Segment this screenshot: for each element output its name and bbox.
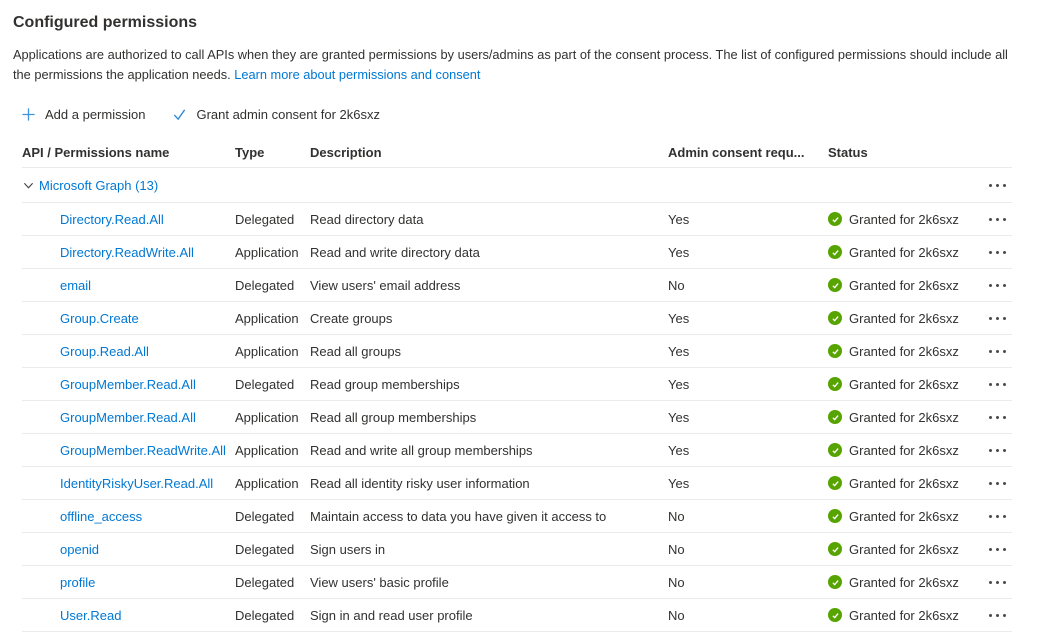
permission-name-link[interactable]: Directory.Read.All: [60, 211, 164, 227]
grant-admin-consent-button[interactable]: [171, 106, 380, 122]
permission-type: Application: [235, 442, 299, 458]
permission-name-link[interactable]: IdentityRiskyUser.Read.All: [60, 475, 214, 491]
permission-description: Read all group memberships: [310, 409, 477, 425]
more-options-icon[interactable]: [987, 346, 1008, 357]
admin-consent-required-value: Yes: [668, 475, 690, 491]
add-permission-label: Add a permission: [45, 106, 146, 122]
learn-more-link[interactable]: Learn more about permissions and consent: [234, 67, 481, 82]
permission-type: Delegated: [235, 211, 295, 227]
permission-name-link[interactable]: Group.Create: [60, 310, 139, 326]
more-options-icon[interactable]: [987, 180, 1008, 191]
more-options-icon[interactable]: [987, 544, 1008, 555]
granted-check-icon: [828, 542, 842, 556]
granted-check-icon: [828, 212, 842, 226]
granted-check-icon: [828, 245, 842, 259]
status-text: Granted for 2k6sxz: [849, 376, 959, 392]
permission-description: View users' email address: [310, 277, 461, 293]
admin-consent-required-value: Yes: [668, 211, 690, 227]
command-bar: [20, 101, 1044, 127]
permission-name-link[interactable]: email: [60, 277, 92, 293]
permission-name-link[interactable]: Group.Read.All: [60, 343, 149, 359]
granted-check-icon: [828, 476, 842, 490]
header-admin-consent-required: Admin consent requ...: [668, 144, 805, 160]
header-description: Description: [310, 144, 382, 160]
permission-name-link[interactable]: profile: [60, 574, 96, 590]
granted-check-icon: [828, 443, 842, 457]
permission-description: Read and write directory data: [310, 244, 480, 260]
permission-description: Read all identity risky user information: [310, 475, 530, 491]
permission-description: Maintain access to data you have given it access to: [310, 508, 607, 524]
permission-name-link[interactable]: offline_access: [60, 508, 143, 524]
table-row: [22, 401, 1012, 434]
table-row: [22, 467, 1012, 500]
admin-consent-required-value: Yes: [668, 244, 690, 260]
more-options-icon[interactable]: [987, 280, 1008, 291]
header-api-permissions-name: API / Permissions name: [22, 144, 170, 160]
granted-check-icon: [828, 608, 842, 622]
table-row: [22, 203, 1012, 236]
admin-consent-required-value: Yes: [668, 442, 690, 458]
page-title: Configured permissions: [13, 14, 198, 31]
api-group-row: [22, 168, 1012, 203]
table-row: [22, 368, 1012, 401]
admin-consent-required-value: No: [668, 541, 685, 557]
admin-consent-required-value: Yes: [668, 409, 690, 425]
permission-description: Read group memberships: [310, 376, 460, 392]
section-description: [13, 45, 1018, 85]
status-text: Granted for 2k6sxz: [849, 277, 959, 293]
permission-type: Application: [235, 244, 299, 260]
status-text: Granted for 2k6sxz: [849, 541, 959, 557]
granted-check-icon: [828, 311, 842, 325]
permission-type: Delegated: [235, 574, 295, 590]
more-options-icon[interactable]: [987, 511, 1008, 522]
status-text: Granted for 2k6sxz: [849, 607, 959, 623]
more-options-icon[interactable]: [987, 478, 1008, 489]
chevron-down-icon[interactable]: [22, 179, 34, 191]
status-text: Granted for 2k6sxz: [849, 475, 959, 491]
permission-name-link[interactable]: GroupMember.ReadWrite.All: [60, 442, 226, 458]
permission-type: Application: [235, 310, 299, 326]
admin-consent-required-value: No: [668, 574, 685, 590]
granted-check-icon: [828, 377, 842, 391]
permission-name-link[interactable]: Directory.ReadWrite.All: [60, 244, 194, 260]
api-group-link[interactable]: Microsoft Graph (13): [39, 177, 159, 193]
table-row: [22, 335, 1012, 368]
admin-consent-required-value: No: [668, 508, 685, 524]
table-row: [22, 533, 1012, 566]
granted-check-icon: [828, 575, 842, 589]
granted-check-icon: [828, 509, 842, 523]
permission-description: Create groups: [310, 310, 393, 326]
permission-name-link[interactable]: GroupMember.Read.All: [60, 409, 196, 425]
permissions-table: [22, 137, 1012, 632]
table-row: [22, 236, 1012, 269]
more-options-icon[interactable]: [987, 445, 1008, 456]
admin-consent-required-value: Yes: [668, 310, 690, 326]
permission-type: Delegated: [235, 508, 295, 524]
granted-check-icon: [828, 344, 842, 358]
table-row: [22, 269, 1012, 302]
more-options-icon[interactable]: [987, 313, 1008, 324]
permission-description: Sign users in: [310, 541, 386, 557]
table-row: [22, 500, 1012, 533]
admin-consent-required-value: No: [668, 277, 685, 293]
permission-description: Read all groups: [310, 343, 402, 359]
granted-check-icon: [828, 410, 842, 424]
checkmark-icon: [171, 106, 187, 122]
permission-description: Read directory data: [310, 211, 424, 227]
table-row: [22, 566, 1012, 599]
table-row: [22, 302, 1012, 335]
permission-description: View users' basic profile: [310, 574, 449, 590]
add-permission-button[interactable]: [20, 106, 145, 122]
permission-description: Read and write all group memberships: [310, 442, 533, 458]
description-text: Applications are authorized to call APIs when they are granted permissions by users/admins as part of the consent process. The list of configured permissions should include all the permissions the application needs.: [13, 47, 1008, 82]
table-body: [22, 203, 1012, 632]
permission-type: Application: [235, 475, 299, 491]
status-text: Granted for 2k6sxz: [849, 442, 959, 458]
permission-type: Delegated: [235, 541, 295, 557]
more-options-icon[interactable]: [987, 577, 1008, 588]
status-text: Granted for 2k6sxz: [849, 409, 959, 425]
permission-type: Delegated: [235, 607, 295, 623]
permission-type: Delegated: [235, 376, 295, 392]
table-row: [22, 434, 1012, 467]
header-status: Status: [828, 144, 868, 160]
more-options-icon[interactable]: [987, 214, 1008, 225]
status-text: Granted for 2k6sxz: [849, 310, 959, 326]
table-header-row: [22, 137, 1012, 168]
admin-consent-required-value: Yes: [668, 376, 690, 392]
header-type: Type: [235, 144, 265, 160]
permission-name-link[interactable]: User.Read: [60, 607, 122, 623]
status-text: Granted for 2k6sxz: [849, 508, 959, 524]
admin-consent-required-value: No: [668, 607, 685, 623]
admin-consent-required-value: Yes: [668, 343, 690, 359]
more-options-icon[interactable]: [987, 610, 1008, 621]
more-options-icon[interactable]: [987, 412, 1008, 423]
status-text: Granted for 2k6sxz: [849, 211, 959, 227]
permission-name-link[interactable]: GroupMember.Read.All: [60, 376, 196, 392]
permission-name-link[interactable]: openid: [60, 541, 100, 557]
status-text: Granted for 2k6sxz: [849, 244, 959, 260]
status-text: Granted for 2k6sxz: [849, 574, 959, 590]
more-options-icon[interactable]: [987, 379, 1008, 390]
table-row: [22, 599, 1012, 632]
permission-type: Delegated: [235, 277, 295, 293]
permission-type: Application: [235, 343, 299, 359]
granted-check-icon: [828, 278, 842, 292]
permission-type: Application: [235, 409, 299, 425]
grant-admin-consent-label: Grant admin consent for 2k6sxz: [196, 106, 380, 122]
add-icon: [20, 106, 36, 122]
more-options-icon[interactable]: [987, 247, 1008, 258]
permission-description: Sign in and read user profile: [310, 607, 473, 623]
status-text: Granted for 2k6sxz: [849, 343, 959, 359]
